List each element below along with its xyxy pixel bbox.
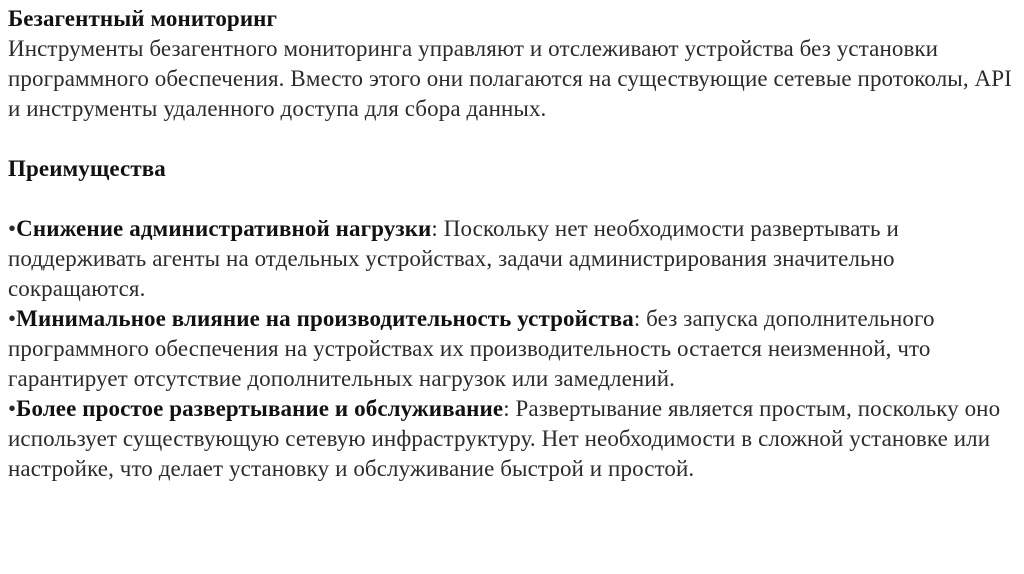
advantage-item-performance [8, 304, 1016, 394]
section-title: Безагентный мониторинг [8, 6, 278, 31]
advantage-term: Минимальное влияние на производительность устройства [16, 306, 634, 331]
bullet-marker: • [8, 306, 17, 331]
advantage-description: : Поскольку нет необходимости развертывать и поддерживать агенты на отдельных устройствах, задачи администрирования значительно сокращаются. [8, 216, 899, 301]
spacer [8, 184, 1016, 214]
bullet-marker: • [8, 396, 17, 421]
advantage-description: : Развертывание является простым, поскольку оно использует существующую сетевую инфраструктуру. Нет необходимости в сложной установке или настройке, что делает установку и обслуживание быстрой и простой. [8, 396, 1001, 481]
document-page [8, 4, 1016, 484]
advantage-item-admin-load [8, 214, 1016, 304]
advantage-term: Снижение административной нагрузки [16, 216, 432, 241]
advantage-item-deployment [8, 394, 1016, 484]
advantage-description: : без запуска дополнительного программного обеспечения на устройствах их производительность остается неизменной, что гарантирует отсутствие дополнительных нагрузок или замедлений. [8, 306, 935, 391]
advantage-term: Более простое развертывание и обслуживание [16, 396, 504, 421]
spacer [8, 124, 1016, 154]
advantages-title: Преимущества [8, 156, 166, 181]
bullet-marker: • [8, 216, 17, 241]
section-intro: Инструменты безагентного мониторинга управляют и отслеживают устройства без установки программного обеспечения. Вместо этого они полагаются на существующие сетевые протоколы, API и инструменты удаленного доступа для сбора данных. [8, 36, 1012, 121]
